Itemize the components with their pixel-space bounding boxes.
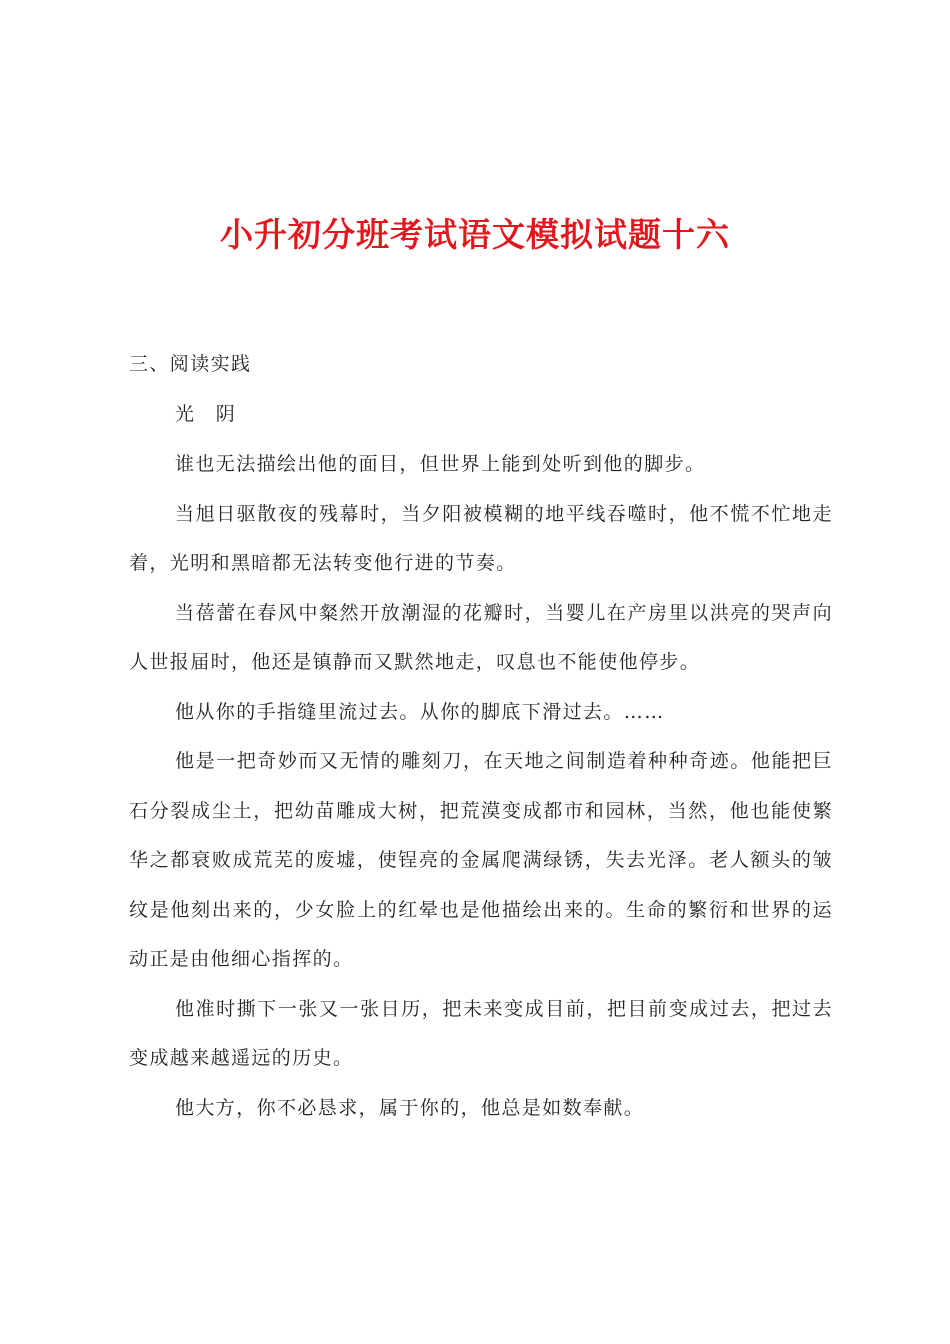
paragraph: 当蓓蕾在春风中粲然开放潮湿的花瓣时，当婴儿在产房里以洪亮的哭声向人世报届时，他还是镇静而又默然地走，叹息也不能使他停步。	[129, 601, 833, 673]
paragraph: 他从你的手指缝里流过去。从你的脚底下滑过去。……	[175, 700, 665, 723]
paragraph: 当旭日驱散夜的残幕时，当夕阳被模糊的地平线吞噬时，他不慌不忙地走着，光明和黑暗都无法转变他行进的节奏。	[129, 502, 833, 574]
poem-title: 光 阴	[175, 403, 237, 425]
paragraph: 他大方，你不必恳求，属于你的，他总是如数奉献。	[175, 1096, 645, 1119]
section-heading: 三、阅读实践	[129, 353, 252, 375]
paragraph: 他是一把奇妙而又无情的雕刻刀，在天地之间制造着种种奇迹。他能把巨石分裂成尘土，把幼苗雕成大树，把荒漠变成都市和园林，当然，他也能使繁华之都衰败成荒芜的废墟，使锃亮的金属爬满绿锈，失去光泽。老人额头的皱纹是他刻出来的，少女脸上的红晕也是他描绘出来的。生命的繁衍和世界的运动正是由他细心指挥的。	[129, 750, 833, 970]
paragraph: 谁也无法描绘出他的面目，但世界上能到处听到他的脚步。	[175, 453, 706, 475]
passage	[129, 440, 833, 1133]
document-title: 小升初分班考试语文模拟试题十六	[220, 215, 730, 254]
paragraph: 他准时撕下一张又一张日历，把未来变成目前，把目前变成过去，把过去变成越来越遥远的历史。	[129, 997, 833, 1069]
